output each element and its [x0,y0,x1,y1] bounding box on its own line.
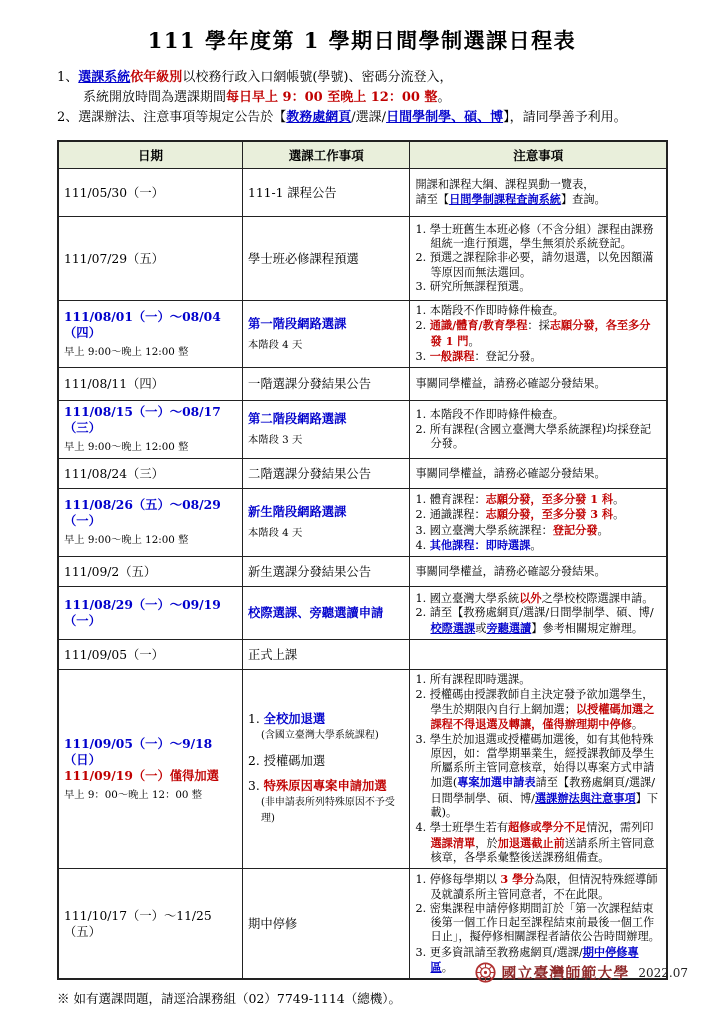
text-segment: 。 [437,90,451,105]
date-cell-line [64,376,237,392]
work-item-cell-line [248,251,404,267]
text-segment: 之學校校際選課申請。 [541,591,654,605]
text-segment: 3. 更多資訊請至教務處網頁/選課/ [415,945,583,959]
date-cell-line [64,647,237,663]
table-header-row [58,141,667,169]
notes-cell-line [415,318,661,349]
notes-cell-line [415,251,661,280]
text-segment: 1. 國立臺灣大學系統 [415,591,520,605]
hyperlink[interactable]: 日間學制學、碩、博 [386,110,504,125]
text-segment: 。 [597,523,609,537]
text-segment: 111/09/2（五） [64,564,157,579]
text-segment: 2. 請至【教務處網頁/選課/日間學制學、碩、博/ [415,606,654,620]
work-item-cell-line [248,432,404,448]
notes-cell-line [415,507,661,522]
text-segment: 通識/體育/教育學程 [429,318,528,333]
text-segment: 新生階段網路選課 [248,504,347,520]
text-segment: 為限，但情況特殊經導師及就讀系所主管同意者，不在此限。 [430,873,658,901]
text-segment: 2. 通識課程： [415,508,486,522]
text-segment: 2. 密集課程申請停修期間訂於「第一次課程結束後第一個工作日起至課程結束前最後一個工作日止」，擬停修相關課程者請依公告時間辦理。 [415,901,660,944]
schedule-table [57,140,668,980]
date-cell [58,869,243,980]
text-segment: 開課和課程大綱、課程異動一覽表， [415,177,595,191]
notes-cell-line [415,733,661,821]
date-cell-line [64,787,237,803]
text-segment: 3. 國立臺灣大學系統課程： [415,523,553,537]
date-cell-line [64,532,237,548]
text-segment: 早上 9:00～晚上 12:00 整 [64,441,189,454]
text-segment: ：採 [527,319,550,333]
text-segment: 早上 9:00～晚上 12:00 整 [64,345,189,358]
text-segment: 3. 學生於加退選或授權碼加選後，如有其他特殊原因，如：當學期畢業生，經授課教師及學生所屬系所主管同意核章，始得以專案方式申請加選( [415,732,655,790]
work-item-cell-line [248,753,404,769]
text-segment: 本階段 4 天 [248,338,303,351]
text-segment: 請至【 [415,193,450,206]
hyperlink[interactable]: 選課辦法與注意事項 [534,790,636,805]
text-segment: 111/08/01（一）～08/04（四） [64,308,221,340]
text-segment: 111/08/26（五）～08/29（一） [64,497,221,529]
work-item-cell-line [248,185,404,201]
date-cell [58,169,243,217]
work-item-cell [243,217,410,301]
work-item-cell-line [248,605,404,621]
notes-cell [410,459,667,489]
text-segment: 全校加退選 [263,711,326,727]
page-title: 111 學年度第 1 學期日間學制選課日程表 [147,28,577,53]
text-segment: 志願分發，各至多分發 1 門 [430,318,651,348]
text-segment: 。 [613,508,625,522]
notes-cell-line [415,377,661,391]
text-segment: 正式上課 [248,647,298,662]
publish-date: 2022.07 [638,965,688,980]
text-segment: 本階段 4 天 [248,527,303,540]
date-cell-line [64,564,237,580]
table-row [58,368,667,401]
table-row [58,670,667,869]
work-item-cell [243,670,410,869]
text-segment: 111/05/30（一） [64,185,164,200]
text-segment: 二階選課分發結果公告 [248,466,371,481]
table-row [58,169,667,217]
hyperlink[interactable]: 期中停修專區 [430,944,639,975]
text-segment: (非申請表所列特殊原因不予受理) [261,797,395,825]
date-cell [58,557,243,587]
text-segment: 新生選課分發結果公告 [248,564,371,579]
text-segment: 2. [415,319,430,333]
date-cell-line [64,251,237,267]
text-segment: 2. 授權碼加選 [248,754,326,769]
text-segment: 3. [415,349,430,363]
date-cell [58,217,243,301]
intro-line [57,68,686,88]
text-segment: 一般課程 [429,348,475,363]
text-segment: 】查詢。 [560,193,606,206]
text-segment: 請至【教務處網頁/選課/日間學制學、碩、博/ [430,776,655,805]
date-cell [58,459,243,489]
text-segment: 本階段 3 天 [248,434,303,447]
date-cell-line [64,466,237,482]
notes-cell-line [415,820,661,865]
notes-cell-line [415,538,661,553]
text-segment: 1. 停修每學期以 [415,873,501,887]
notes-cell [410,587,667,640]
work-item-cell-line [248,778,404,794]
text-segment: 4. [415,539,430,553]
notes-cell-line [415,280,661,294]
work-item-cell [243,587,410,640]
text-segment: ：登記分發。 [474,349,542,363]
date-cell-line [64,497,237,529]
table-row [58,301,667,368]
text-segment: 專案加選申請表 [457,775,536,790]
text-segment: 以授權碼加選之課程不得退選及轉讓，僅得辦理期中停修 [430,701,655,732]
work-item-cell-line [248,376,404,392]
text-segment: 3 學分 [500,872,535,887]
text-segment: 事關同學權益，請務必確認分發結果。 [415,466,606,480]
date-cell-line [64,185,237,201]
work-item-cell [243,368,410,401]
date-cell-line [64,908,237,940]
work-item-cell-line [248,525,404,541]
text-segment: 111/08/11（四） [64,377,164,392]
work-item-cell [243,557,410,587]
text-segment: 111/07/29（五） [64,251,164,266]
work-item-cell [243,489,410,557]
text-segment: 1. 本階段不作即時條件檢查。 [415,408,564,422]
work-item-cell-line [248,916,404,932]
text-segment: 加退選截止前 [497,835,565,850]
date-cell-line [64,404,237,436]
text-segment: 事關同學權益，請務必確認分發結果。 [415,377,606,391]
text-segment: 其他課程：即時選課 [429,538,531,553]
table-row [58,640,667,670]
text-segment: 111/09/05（一） [64,647,164,662]
intro-line [57,88,686,108]
university-name: 國立臺灣師範大學 [501,964,630,982]
work-item-cell [243,869,410,980]
work-item-cell-line [248,337,404,353]
header-work-item: 選課工作事項 [243,141,410,169]
text-segment: 2. 預選之課程除非必要，請勿退選，以免因額滿等原因而無法選回。 [415,251,654,279]
text-segment: 情況，需列印 [586,821,654,835]
work-item-cell-line [248,647,404,663]
text-segment: 1. 本階段不作即時條件檢查。 [415,304,564,317]
text-segment: 早上 9:00～晚上 12:00 整 [64,534,189,547]
text-segment: 111/09/05（一）～9/18（日） [64,735,213,767]
text-segment: 3. [248,779,264,794]
notes-cell-line [415,902,661,945]
work-item-cell-line [248,728,404,744]
text-segment: 2. 授權碼由授課教師自主決定發予欲加選學生，學生於期限內自行上網加選； [415,687,654,716]
date-cell [58,640,243,670]
table-row [58,459,667,489]
text-segment: 4. 學士班學生若有 [415,821,509,835]
notes-cell-line [415,523,661,538]
text-segment: 早上 9：00～晚上 12：00 整 [64,788,203,801]
text-segment: 111/08/15（一）～08/17（三） [64,404,221,436]
notes-cell-line [415,349,661,364]
intro-notes [57,68,686,128]
notes-cell [410,217,667,301]
text-segment: 】參考相關規定辦理。 [531,621,644,635]
text-segment: 以校務行政入口網帳號(學號)、密碼分流登入， [182,70,453,85]
text-segment: 。 [468,334,480,348]
text-segment: 。 [530,539,542,553]
hyperlink[interactable]: 旁聽選讀 [486,620,532,635]
date-cell-line [64,439,237,455]
notes-cell [410,640,667,670]
text-segment: 1. 體育課程： [415,493,486,507]
notes-cell-line [415,872,661,902]
text-segment: 第二階段網路選課 [248,411,347,427]
text-segment: 送請系所主管同意核章，各學系彙整後送課務組備查。 [430,836,655,864]
work-item-cell-line [248,795,404,827]
header-date: 日期 [58,141,243,169]
text-segment: 111/09/19（一）僅得加選 [64,767,219,783]
brand-row [475,962,688,983]
header-notes: 注意事項 [410,141,667,169]
text-segment: (含國立臺灣大學系統課程) [261,730,379,742]
date-cell-line [64,768,237,784]
work-item-cell-line [248,711,404,727]
work-item-cell [243,401,410,459]
text-segment: /選課/ [351,110,387,125]
ntnu-seal-icon [475,962,496,983]
text-segment: 】下載)。 [430,791,659,820]
work-item-cell [243,169,410,217]
notes-cell-line [415,565,661,579]
text-segment: 一階選課分發結果公告 [248,377,371,392]
notes-cell-line [415,467,661,481]
text-segment: 111/08/29（一）～09/19（一） [64,597,221,629]
notes-cell-line [415,304,661,318]
text-segment: 超修或學分不足 [508,820,587,835]
text-segment: 系統開放時間為選課期間 [83,90,227,105]
text-segment: 】，請同學善予利用。 [503,110,627,125]
text-segment: 111-1 課程公告 [248,185,337,200]
text-segment: 依年級別 [130,70,183,85]
date-cell [58,368,243,401]
table-row [58,557,667,587]
hyperlink[interactable]: 教務處網頁 [286,110,352,125]
date-cell-line [64,736,237,768]
date-cell [58,489,243,557]
notes-cell-line [415,408,661,422]
text-segment: 。 [613,493,625,507]
notes-cell [410,169,667,217]
text-segment: 志願分發，至多分發 3 科 [485,507,614,522]
text-segment: 選課清單 [430,835,476,850]
notes-cell-line [415,591,661,606]
text-segment: 1. 學士班舊生本班必修（不含分組）課程由課務組統一進行預選，學生無須於系統登記。 [415,222,654,251]
date-cell [58,301,243,368]
table-row [58,217,667,301]
text-segment: 學士班必修課程預選 [248,251,359,266]
text-segment: 。 [631,718,644,732]
text-segment: 期中停修 [248,916,298,931]
work-item-cell [243,640,410,670]
table-row [58,401,667,459]
work-item-cell-line [248,504,404,520]
hyperlink[interactable]: 選課系統 [78,70,131,85]
date-cell [58,670,243,869]
notes-cell [410,557,667,587]
notes-cell-line [415,606,661,636]
text-segment: 1. [248,712,264,727]
text-segment: 2. 所有課程(含國立臺灣大學系統課程)均採登記分發。 [415,422,652,450]
table-row [58,587,667,640]
text-segment: 以外 [519,590,542,605]
notes-cell-line [415,673,661,687]
text-segment: 校際選課、旁聽選讀申請 [248,605,384,621]
notes-cell [410,368,667,401]
footer-note: ※ 如有選課問題，請逕洽課務組（02）7749-1114（總機）。 [57,991,401,1007]
text-segment: 1、 [57,70,79,85]
text-segment: 事關同學權益，請務必確認分發結果。 [415,564,606,578]
notes-cell-line [415,192,661,207]
work-item-cell-line [248,466,404,482]
work-item-cell [243,459,410,489]
date-cell-line [64,344,237,360]
work-item-cell [243,301,410,368]
date-cell [58,401,243,459]
notes-cell [410,670,667,869]
text-segment: 3. 研究所無課程預選。 [415,279,531,293]
hyperlink[interactable]: 校際選課 [430,620,476,635]
text-segment: 第一階段網路選課 [248,315,347,331]
intro-line [57,108,686,128]
notes-cell-line [415,492,661,507]
notes-cell-line [415,423,661,452]
text-segment: 2、選課辦法、注意事項等規定公告於【 [57,110,287,125]
hyperlink[interactable]: 日間學制課程查詢系統 [449,192,561,206]
date-cell-line [64,597,237,629]
work-item-cell-line [248,564,404,580]
work-item-cell-line [248,316,404,332]
notes-cell-line [415,178,661,192]
text-segment: 。 [441,961,453,975]
notes-cell-line [415,688,661,733]
table-row [58,489,667,557]
text-segment: 特殊原因專案申請加選 [263,778,387,794]
work-item-cell-line [248,411,404,427]
date-cell-line [64,309,237,341]
notes-cell-line [415,223,661,252]
date-cell [58,587,243,640]
text-segment: 111/10/17（一）～11/25（五） [64,908,212,939]
notes-cell [410,489,667,557]
notes-cell [410,401,667,459]
text-segment: 志願分發，至多分發 1 科 [485,492,614,507]
text-segment: 或 [475,621,487,635]
text-segment: 每日早上 9：00 至晚上 12：00 整 [226,90,438,105]
text-segment: 111/08/24（三） [64,466,164,481]
text-segment: 1. 所有課程即時選課。 [415,673,531,687]
text-segment: ，於 [475,836,498,850]
notes-cell [410,301,667,368]
text-segment: 登記分發 [552,522,598,537]
